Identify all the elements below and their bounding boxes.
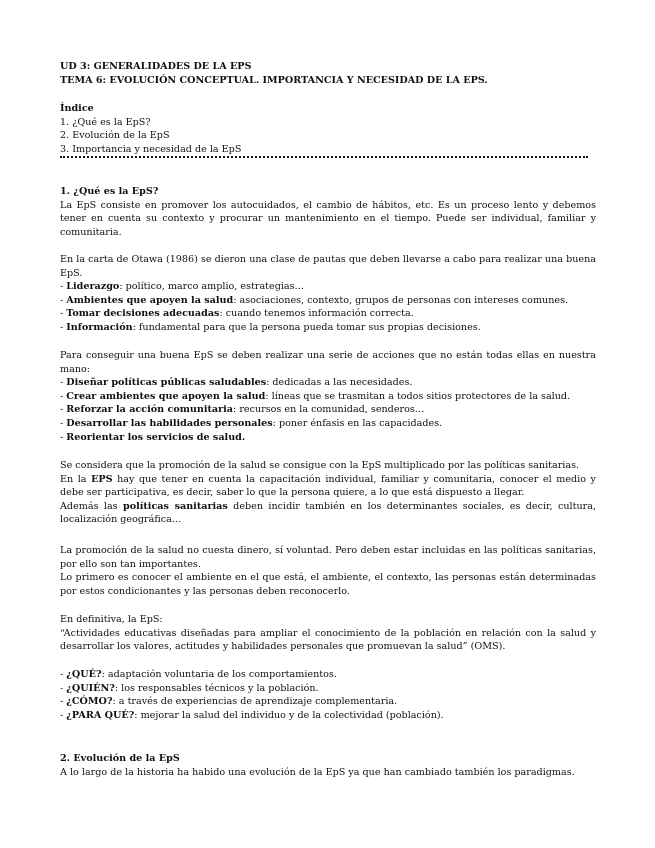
section-2 <box>60 752 596 779</box>
list-item: - Reorientar los servicios de salud. <box>60 431 246 443</box>
paragraph: A lo largo de la historia ha habido una evolución de la EpS ya que han cambiado también los paradigmas. <box>60 766 575 778</box>
unit-title: UD 3: GENERALIDADES DE LA EPS <box>60 61 252 72</box>
list-item: - Diseñar políticas públicas saludables: dedicadas a las necesidades. <box>60 377 413 389</box>
paragraph: Además las políticas sanitarias deben incidir también en los determinantes sociales, es decir, cultura, localización geográfica… <box>60 500 596 526</box>
index-item: 2. Evolución de la EpS <box>60 130 170 142</box>
dotted-divider <box>60 156 588 158</box>
topic-title: TEMA 6: EVOLUCIÓN CONCEPTUAL. IMPORTANCIA Y NECESIDAD DE LA EPS. <box>60 74 488 86</box>
list-item: - Información: fundamental para que la persona pueda tomar sus propias decisiones. <box>60 321 481 333</box>
list-item: - Reforzar la acción comunitaria: recursos en la comunidad, senderos… <box>60 404 425 416</box>
list-item: - ¿QUÉ?: adaptación voluntaria de los comportamientos. <box>60 669 337 680</box>
voluntad-block <box>60 544 596 598</box>
index <box>60 102 596 158</box>
paragraph: Se considera que la promoción de la salud se consigue con la EpS multiplicado por las políticas sanitarias. <box>60 460 580 471</box>
definicion-block <box>60 613 596 654</box>
index-item: 1. ¿Qué es la EpS? <box>60 116 151 128</box>
quote: “Actividades educativas diseñadas para ampliar el conocimiento de la población en relación con la salud y desarrollar los valores, actitudes y habilidades personales que promuevan la salud” (OMS). <box>60 627 596 653</box>
section-1 <box>60 185 596 239</box>
section-2-title: 2. Evolución de la EpS <box>60 753 180 764</box>
paragraph: Lo primero es conocer el ambiente en el que está, el ambiente, el contexto, las personas están determinadas por estos condicionantes y las personas deben reconocerlo. <box>60 572 596 597</box>
list-item: - Desarrollar las habilidades personales: poner énfasis en las capacidades. <box>60 417 443 429</box>
acciones-block <box>60 349 596 444</box>
paragraph: En la EPS hay que tener en cuenta la capacitación individual, familiar y comunitaria, conocer el medio y debe ser participativa, es decir, saber lo que la persona quiere, a lo que está dispuesto a llegar. <box>60 473 596 499</box>
list-item: - ¿QUIÉN?: los responsables técnicos y la población. <box>60 682 319 694</box>
list-item: - Tomar decisiones adecuadas: cuando tenemos información correcta. <box>60 308 414 320</box>
paragraph: En definitiva, la EpS: <box>60 614 163 625</box>
paragraph: La promoción de la salud no cuesta dinero, sí voluntad. Pero deben estar incluidas en las políticas sanitarias, por ello son tan importantes. <box>60 545 596 570</box>
index-item: 3. Importancia y necesidad de la EpS <box>60 143 242 155</box>
document-header <box>60 60 596 87</box>
paragraph: Para conseguir una buena EpS se deben realizar una serie de acciones que no están todas ellas en nuestra mano: <box>60 350 596 375</box>
list-item: - Liderazgo: político, marco amplio, estrategias… <box>60 281 305 293</box>
section-1-title: 1. ¿Qué es la EpS? <box>60 186 159 197</box>
list-item: - Ambientes que apoyen la salud: asociaciones, contexto, grupos de personas con intereses comunes. <box>60 294 569 306</box>
paragraph: En la carta de Otawa (1986) se dieron una clase de pautas que deben llevarse a cabo para realizar una buena EpS. <box>60 254 596 279</box>
list-item: - ¿CÓMO?: a través de experiencias de aprendizaje complementaria. <box>60 696 398 708</box>
preguntas-block <box>60 668 596 722</box>
index-title: Índice <box>60 103 94 114</box>
paragraph: La EpS consiste en promover los autocuidados, el cambio de hábitos, etc. Es un proceso lento y debemos tener en cuenta su contexto y procurar un mantenimiento en el tiempo. Puede ser individual, familiar y comunitaria. <box>60 199 596 238</box>
promocion-block <box>60 459 596 527</box>
otawa-block <box>60 253 596 335</box>
list-item: - ¿PARA QUÉ?: mejorar la salud del individuo y de la colectividad (población). <box>60 709 444 721</box>
list-item: - Crear ambientes que apoyen la salud: líneas que se trasmitan a todos sitios protectores de la salud. <box>60 390 571 402</box>
